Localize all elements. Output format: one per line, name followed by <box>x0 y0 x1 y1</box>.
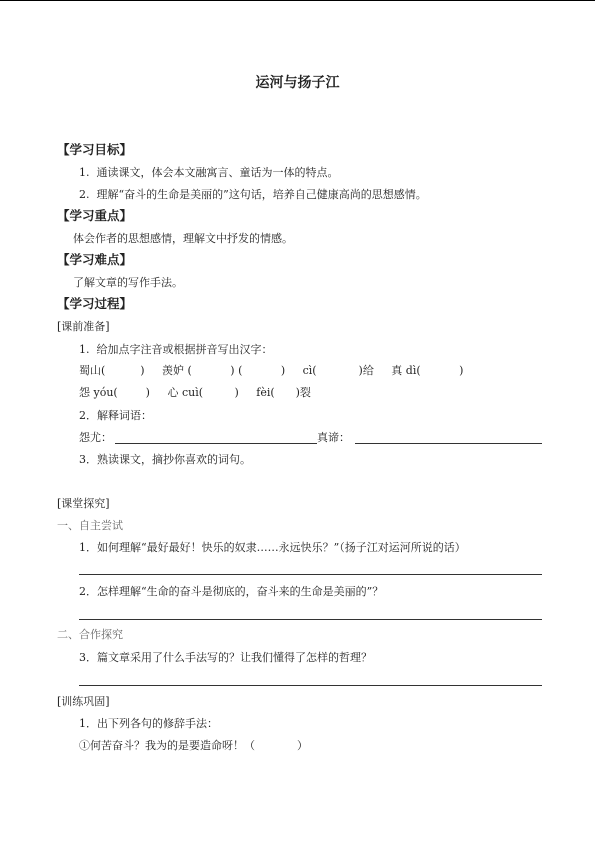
key-heading: 【学习重点】 <box>57 208 133 223</box>
goals-heading: 【学习目标】 <box>57 142 133 157</box>
page-title: 运河与扬子江 <box>255 75 340 91</box>
answer-line-3[interactable] <box>79 685 542 686</box>
answer-line-2[interactable] <box>79 619 542 620</box>
explore-question-1: 1．如何理解“最好最好！快乐的奴隶……永远快乐？”（扬子江对运河所说的话） <box>79 541 466 554</box>
explore-question-3: 3．篇文章采用了什么手法写的？让我们懂得了怎样的哲理？ <box>79 651 372 664</box>
pinyin-row-1: 蜀山( ) 羡妒 ( ) ( ) cì( )给 真 dì( ) <box>79 364 464 377</box>
prep-question-2: 2．解释词语： <box>79 409 152 422</box>
prep-question-3: 3．熟读课文，摘抄你喜欢的词句。 <box>79 453 251 466</box>
practice-question-1: 1．出下列各句的修辞手法： <box>79 717 218 730</box>
process-heading: 【学习过程】 <box>57 296 133 311</box>
key-text: 体会作者的思想感情，理解文中抒发的情感。 <box>73 232 293 245</box>
goal-item-1: 1. 通读课文，体会本文融寓言、童话为一体的特点。 <box>79 166 339 179</box>
explore-part-2: 二、合作探究 <box>57 628 123 641</box>
prep-question-1: 1. 给加点字注音或根据拼音写出汉字： <box>79 343 273 356</box>
top-border <box>0 0 595 1</box>
term-label-1: 怨尤： <box>79 431 112 444</box>
explore-part-1: 一、自主尝试 <box>57 519 123 532</box>
goal-item-2: 2. 理解“奋斗的生命是美丽的”这句话，培养自己健康高尚的思想感情。 <box>79 188 427 201</box>
explore-question-2: 2．怎样理解“生命的奋斗是彻底的，奋斗来的生命是美丽的”？ <box>79 585 384 598</box>
answer-line-1[interactable] <box>79 574 542 575</box>
practice-item-1: ①何苦奋斗？我为的是要造命呀！（ ） <box>79 739 308 752</box>
term-answer-line-1[interactable] <box>115 443 317 444</box>
prep-heading: [课前准备] <box>57 320 110 333</box>
term-answer-line-2[interactable] <box>355 443 542 444</box>
difficulty-heading: 【学习难点】 <box>57 252 133 267</box>
term-label-2: 真谛： <box>317 431 350 444</box>
explore-heading: [课堂探究] <box>57 497 110 510</box>
practice-heading: [训练巩固] <box>57 695 110 708</box>
difficulty-text: 了解文章的写作手法。 <box>73 276 183 289</box>
pinyin-row-2: 怨 yóu( ) 心 cuì( ) fèi( )裂 <box>79 386 311 399</box>
